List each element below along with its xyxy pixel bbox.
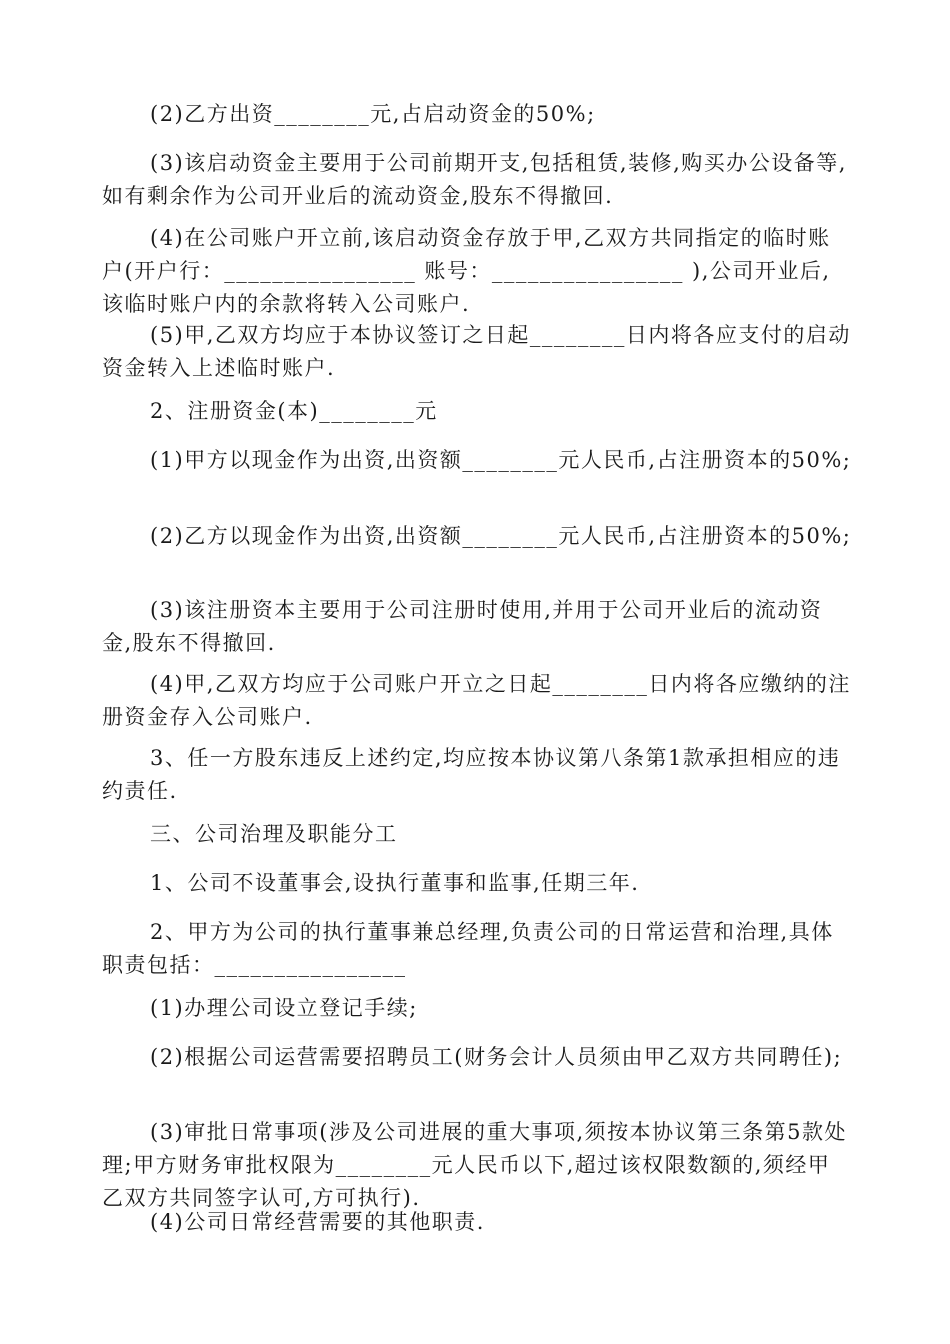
paragraph: 2、注册资金(本)________元 — [150, 399, 438, 423]
paragraph: (2)根据公司运营需要招聘员工(财务会计人员须由甲乙双方共同聘任); — [150, 1045, 843, 1069]
paragraph: 2、甲方为公司的执行董事兼总经理,负责公司的日常运营和治理,具体职责包括：________________ — [102, 920, 834, 977]
paragraph: (3)该注册资本主要用于公司注册时使用,并用于公司开业后的流动资金,股东不得撤回. — [102, 598, 823, 655]
paragraph: 3、任一方股东违反上述约定,均应按本协议第八条第1款承担相应的违约责任. — [102, 746, 841, 803]
section-heading: 三、公司治理及职能分工 — [150, 822, 398, 846]
paragraph: (4)在公司账户开立前,该启动资金存放于甲,乙双方共同指定的临时账户(开户行：________________ 账号：________________ ),公司开业后,该临时账户内的余款将转入公司账户. — [102, 226, 831, 316]
paragraph: (2)乙方出资________元,占启动资金的50%; — [150, 102, 596, 126]
paragraph: (3)审批日常事项(涉及公司进展的重大事项,须按本协议第三条第5款处理;甲方财务审批权限为________元人民币以下,超过该权限数额的,须经甲乙双方共同签字认可,方可执行). — [102, 1120, 847, 1210]
paragraph: (4)公司日常经营需要的其他职责. — [150, 1210, 485, 1234]
paragraph: (5)甲,乙双方均应于本协议签订之日起________日内将各应支付的启动资金转入上述临时账户. — [102, 323, 851, 380]
paragraph: (1)甲方以现金作为出资,出资额________元人民币,占注册资本的50%; — [150, 448, 852, 472]
paragraph: (3)该启动资金主要用于公司前期开支,包括租赁,装修,购买办公设备等,如有剩余作为公司开业后的流动资金,股东不得撤回. — [102, 151, 847, 208]
paragraph: (1)办理公司设立登记手续; — [150, 996, 418, 1020]
paragraph: (2)乙方以现金作为出资,出资额________元人民币,占注册资本的50%; — [150, 524, 852, 548]
paragraph: (4)甲,乙双方均应于公司账户开立之日起________日内将各应缴纳的注册资金存入公司账户. — [102, 672, 851, 729]
paragraph: 1、公司不设董事会,设执行董事和监事,任期三年. — [150, 871, 640, 895]
